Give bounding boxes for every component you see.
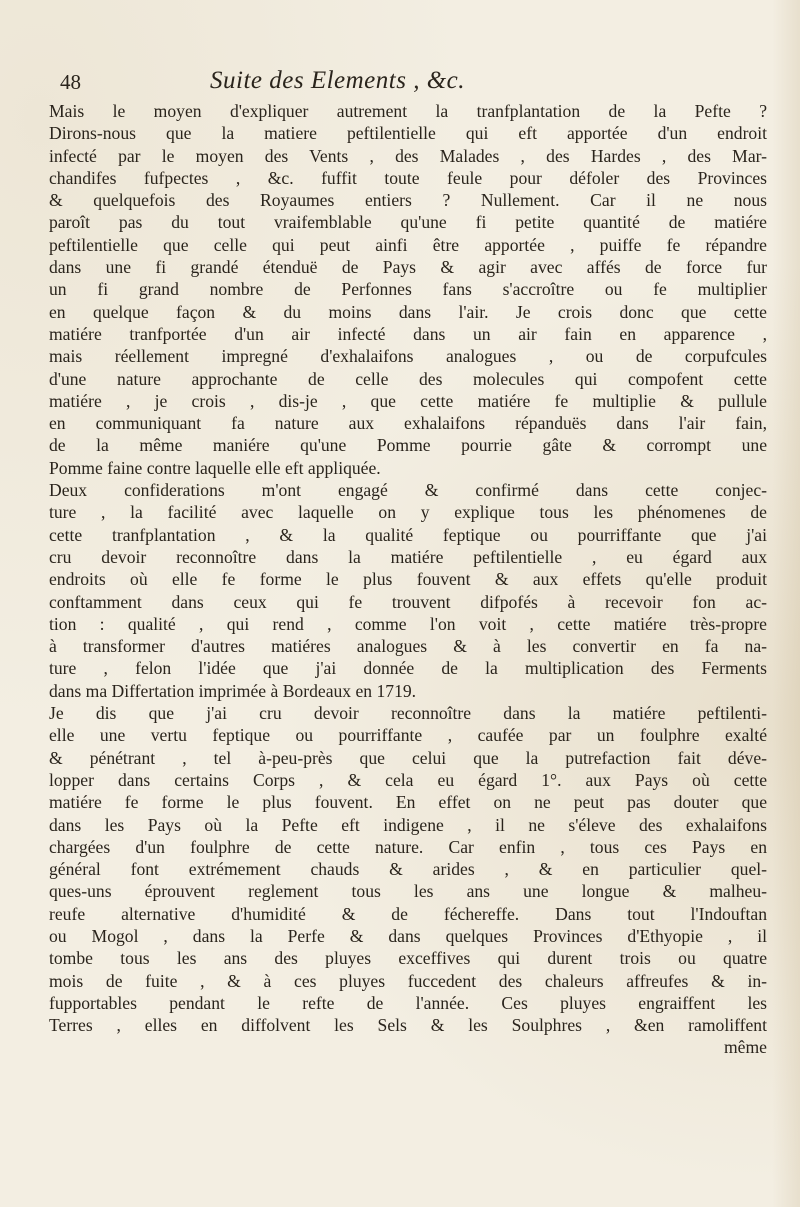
text-line: cette tranfplantation , & la qualité feptique ou pourriffante que j'ai	[49, 524, 767, 545]
text-line: tombe tous les ans des pluyes exceffives qui durent trois ou quatre	[49, 948, 767, 969]
text-line: endroits où elle fe forme le plus fouvent & aux effets qu'elle produit	[49, 569, 767, 590]
running-title: Suite des Elements , &c.	[210, 67, 465, 94]
text-line: & quelquefois des Royaumes entiers ? Nullement. Car il ne nous	[49, 190, 767, 211]
body-text	[49, 100, 767, 1059]
text-line: chargées d'un foulphre de cette nature. Car enfin , tous ces Pays en	[49, 836, 767, 857]
text-line: lopper dans certains Corps , & cela eu égard 1°. aux Pays où cette	[49, 769, 767, 790]
text-line: infecté par le moyen des Vents , des Malades , des Hardes , des Mar-	[49, 145, 767, 166]
text-line: peftilentielle que celle qui peut ainfi être apportée , puiffe fe répandre	[49, 234, 767, 255]
text-line: reufe alternative d'humidité & de féchereffe. Dans tout l'Indouftan	[49, 903, 767, 924]
text-line: & pénétrant , tel à-peu-près que celui que la putrefaction fait déve-	[49, 747, 767, 768]
text-line: Terres , elles en diffolvent les Sels & les Soulphres , &en ramoliffent	[49, 1015, 767, 1036]
text-line: Pomme faine contre laquelle elle eft appliquée.	[49, 457, 381, 478]
text-line: Je dis que j'ai cru devoir reconnoître dans la matiére peftilenti-	[49, 703, 767, 724]
text-line: Mais le moyen d'expliquer autrement la tranfplantation de la Pefte ?	[49, 101, 767, 121]
text-line: conftamment dans ceux qui fe trouvent difpofés à recevoir fon ac-	[49, 591, 767, 612]
text-line: ture , la facilité avec laquelle on y explique tous les phénomenes de	[49, 502, 767, 523]
text-line: matiére fe forme le plus fouvent. En effet on ne peut pas douter que	[49, 792, 767, 813]
text-line: fupportables pendant le refte de l'année. Ces pluyes engraiffent les	[49, 992, 767, 1013]
text-line: de la même maniére qu'une Pomme pourrie gâte & corrompt une	[49, 435, 767, 456]
text-line: même	[724, 1037, 767, 1058]
text-line: dans ma Differtation imprimée à Bordeaux en 1719.	[49, 680, 417, 701]
text-line: paroît pas du tout vraifemblable qu'une fi petite quantité de matiére	[49, 212, 767, 233]
page-edge-shadow	[772, 0, 800, 1207]
text-line: mois de fuite , & à ces pluyes fuccedent des chaleurs affreufes & in-	[49, 970, 767, 991]
text-line: mais réellement impregné d'exhalaifons analogues , ou de corpufcules	[49, 346, 767, 367]
page-number: 48	[60, 70, 81, 94]
text-line: dans les Pays où la Pefte eft indigene , il ne s'éleve des exhalaifons	[49, 814, 767, 835]
page-header	[60, 67, 720, 100]
text-line: un fi grand nombre de Perfonnes fans s'accroître ou fe multiplier	[49, 279, 767, 300]
text-line: d'une nature approchante de celle des molecules qui compofent cette	[49, 368, 767, 389]
text-line: matiére tranfportée d'un air infecté dans un air fain en apparence ,	[49, 323, 767, 344]
text-line: Deux confiderations m'ont engagé & confirmé dans cette conjec-	[49, 480, 767, 501]
text-line: en quelque façon & du moins dans l'air. Je crois donc que cette	[49, 301, 767, 322]
text-line: ture , felon l'idée que j'ai donnée de la multiplication des Ferments	[49, 658, 767, 679]
text-line: cru devoir reconnoître dans la matiére peftilentielle , eu égard aux	[49, 546, 767, 567]
text-line: ques-uns éprouvent reglement tous les ans une longue & malheu-	[49, 881, 767, 902]
text-line: tion : qualité , qui rend , comme l'on voit , cette matiére très-propre	[49, 613, 767, 634]
text-line: Dirons-nous que la matiere peftilentielle qui eft apportée d'un endroit	[49, 123, 767, 144]
text-line: dans une fi grandé étenduë de Pays & agir avec affés de force fur	[49, 257, 767, 278]
text-line: elle une vertu feptique ou pourriffante , caufée par un foulphre exalté	[49, 725, 767, 746]
text-line: à transformer d'autres matiéres analogues & à les convertir en fa na-	[49, 636, 767, 657]
text-line: chandifes fufpectes , &c. fuffit toute feule pour défoler des Provinces	[49, 167, 767, 188]
text-line: ou Mogol , dans la Perfe & dans quelques Provinces d'Ethyopie , il	[49, 925, 767, 946]
text-line: matiére , je crois , dis-je , que cette matiére fe multiplie & pullule	[49, 390, 767, 411]
text-line: général font extrémement chauds & arides , & en particulier quel-	[49, 859, 767, 880]
text-line: en communiquant fa nature aux exhalaifons répanduës dans l'air fain,	[49, 413, 767, 434]
